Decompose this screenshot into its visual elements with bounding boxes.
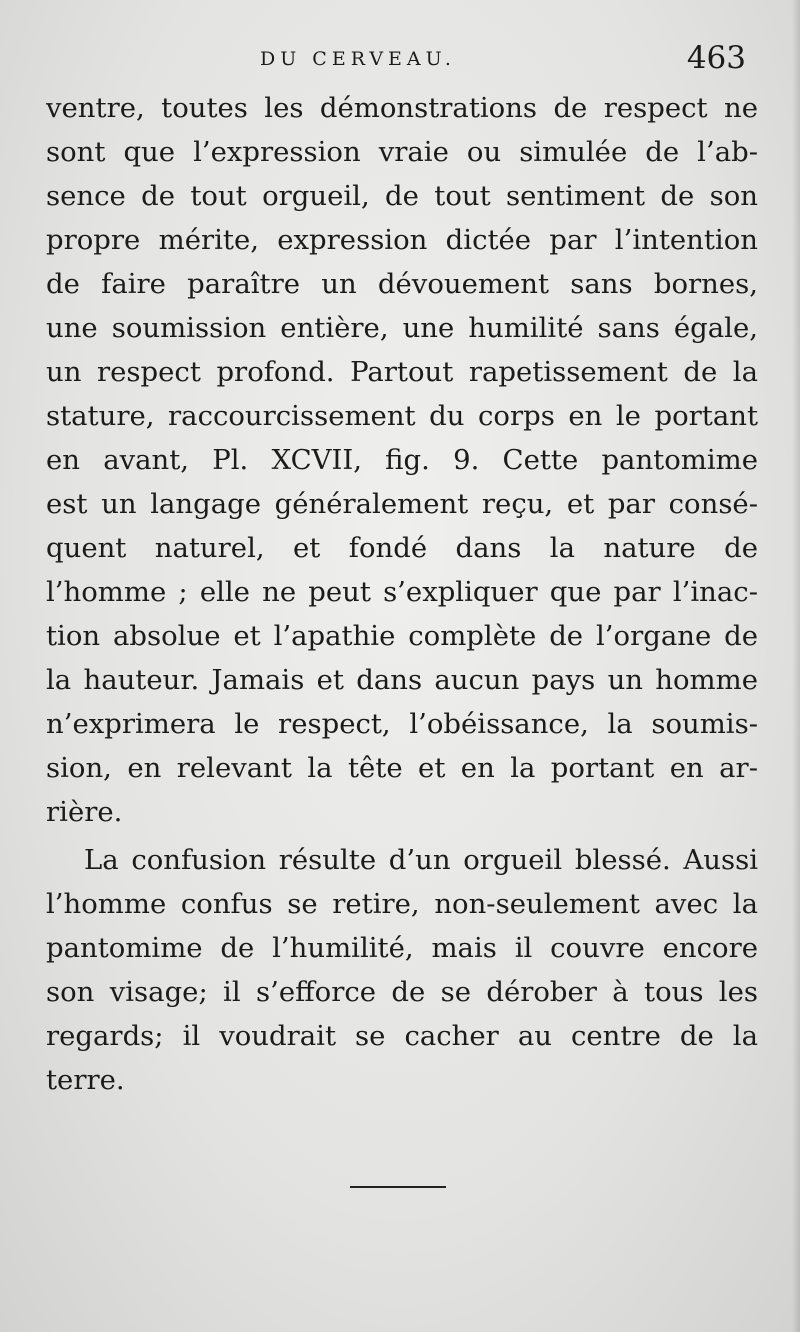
text-line: La confusion résulte d’un orgueil blessé. Aussi xyxy=(84,844,758,876)
text-line: propre mérite, expression dictée par l’intention xyxy=(46,224,758,256)
page-header xyxy=(0,40,800,80)
text-line: tion absolue et l’apathie complète de l’organe de xyxy=(46,620,758,652)
text-line: quent naturel, et fondé dans la nature de xyxy=(46,532,758,564)
text-line: terre. xyxy=(46,1064,125,1096)
text-line: sont que l’expression vraie ou simulée de l’ab- xyxy=(46,136,758,168)
text-line: l’homme confus se retire, non-seulement avec la xyxy=(46,888,758,920)
text-line: un respect profond. Partout rapetissement de la xyxy=(46,356,758,388)
text-line: sence de tout orgueil, de tout sentiment de son xyxy=(46,180,758,212)
text-line: stature, raccourcissement du corps en le portant xyxy=(46,400,758,432)
text-line: la hauteur. Jamais et dans aucun pays un homme xyxy=(46,664,758,696)
text-line: n’exprimera le respect, l’obéissance, la soumis- xyxy=(46,708,758,740)
text-line: en avant, Pl. XCVII, fig. 9. Cette pantomime xyxy=(46,444,758,476)
text-line: ventre, toutes les démonstrations de respect ne xyxy=(46,92,758,124)
text-line: est un langage généralement reçu, et par consé- xyxy=(46,488,758,520)
text-line: pantomime de l’humilité, mais il couvre encore xyxy=(46,932,758,964)
text-line: une soumission entière, une humilité sans égale, xyxy=(46,312,758,344)
text-line: l’homme ; elle ne peut s’expliquer que par l’inac- xyxy=(46,576,758,608)
paragraph xyxy=(46,838,758,1102)
text-line: rière. xyxy=(46,796,123,828)
text-line: regards; il voudrait se cacher au centre de la xyxy=(46,1020,758,1052)
body-text xyxy=(46,86,758,1102)
running-head: DU CERVEAU. xyxy=(260,48,456,70)
page-number: 463 xyxy=(686,40,746,76)
text-line: sion, en relevant la tête et en la portant en ar- xyxy=(46,752,758,784)
paragraph xyxy=(46,86,758,834)
page-edge-shadow xyxy=(792,0,800,1332)
text-line: son visage; il s’efforce de se dérober à tous les xyxy=(46,976,758,1008)
text-line: de faire paraître un dévouement sans bornes, xyxy=(46,268,758,300)
section-divider-rule xyxy=(350,1186,446,1188)
